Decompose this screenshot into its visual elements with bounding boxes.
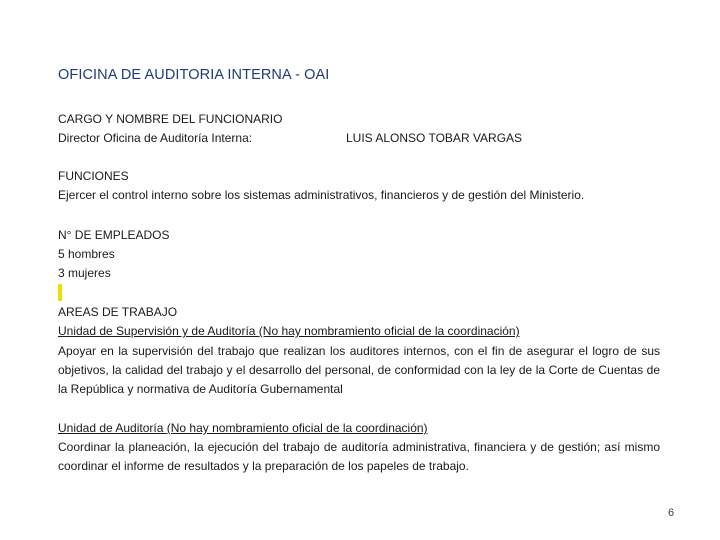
highlight-marker [58, 284, 62, 301]
cargo-role: Director Oficina de Auditoría Interna: [58, 131, 253, 145]
cargo-name: LUIS ALONSO TOBAR VARGAS [346, 131, 523, 145]
page-title: OFICINA DE AUDITORIA INTERNA - OAI [58, 67, 330, 83]
unit2-title: Unidad de Auditoría (No hay nombramiento oficial de la coordinación) [58, 421, 428, 435]
unit2-description: Coordinar la planeación, la ejecución del trabajo de auditoría administrativa, financiera y de gestión; así mismo coordinar el informe de resultados y la preparación de los papeles de trabajo. [58, 440, 660, 473]
cargo-heading: CARGO Y NOMBRE DEL FUNCIONARIO [58, 112, 283, 126]
empleados-heading: N° DE EMPLEADOS [58, 228, 170, 242]
page-number: 6 [668, 507, 675, 519]
empleados-women: 3 mujeres [58, 266, 111, 280]
funciones-heading: FUNCIONES [58, 169, 129, 183]
empleados-men: 5 hombres [58, 247, 115, 261]
areas-heading: AREAS DE TRABAJO [58, 305, 178, 319]
unit1-title: Unidad de Supervisión y de Auditoría (No hay nombramiento oficial de la coordinación) [58, 324, 520, 338]
funciones-text: Ejercer el control interno sobre los sistemas administrativos, financieros y de gestión del Ministerio. [58, 188, 585, 202]
unit1-description: Apoyar en la supervisión del trabajo que realizan los auditores internos, con el fin de asegurar el logro de sus objetivos, la calidad del trabajo y el desarrollo del personal, de conformidad con la ley de la Corte de Cuentas de la República y normativa de Auditoría Gubernamental [58, 344, 660, 396]
